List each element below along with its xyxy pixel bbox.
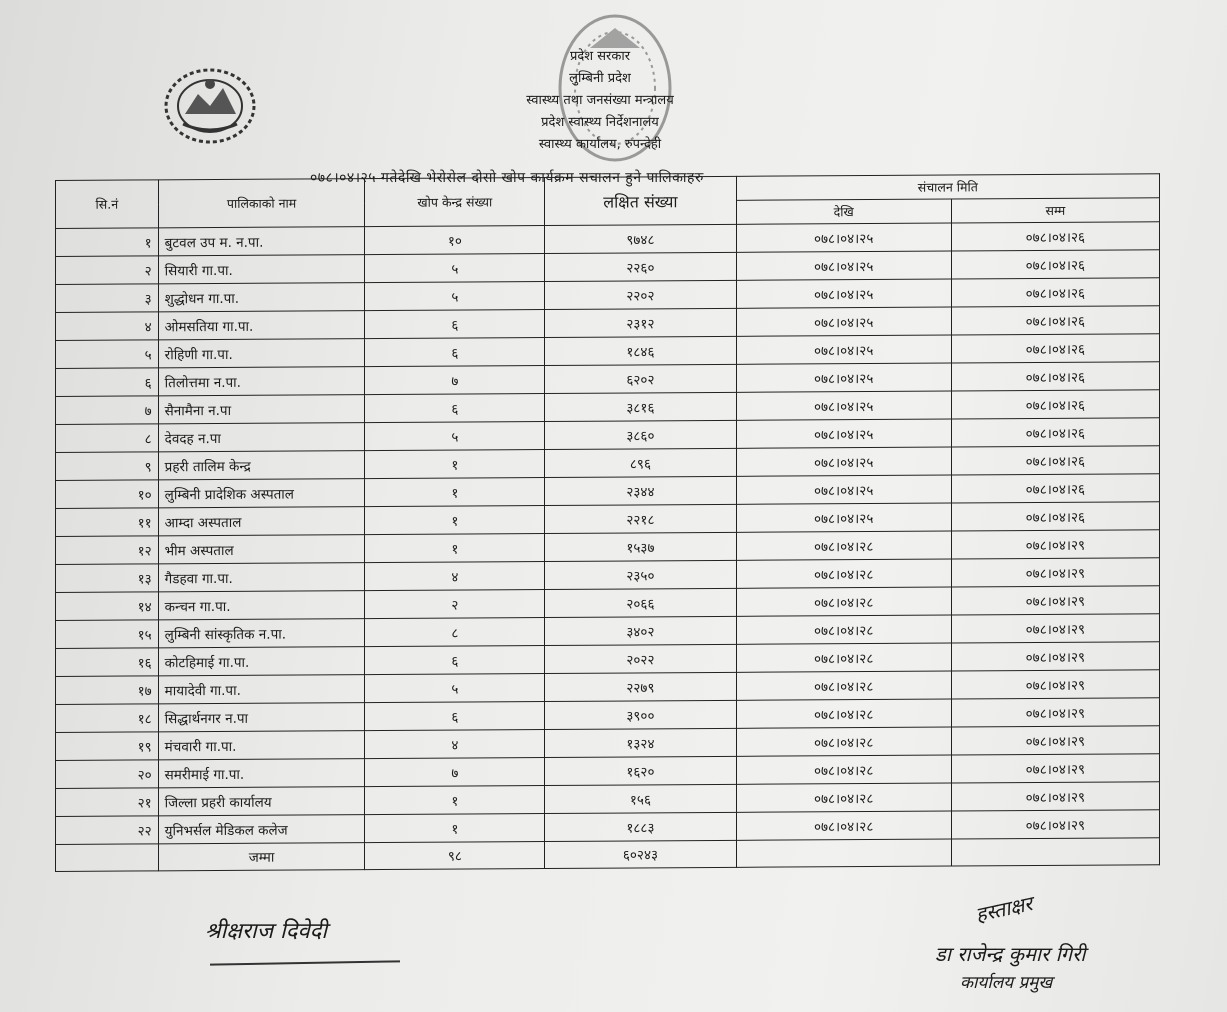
- row-to-date: ०७८।०४।२९: [951, 642, 1159, 671]
- header-sn: सि.नं: [56, 180, 159, 229]
- row-centers: ५: [365, 422, 545, 451]
- row-target: ३८१६: [545, 392, 736, 421]
- row-target: १८४६: [545, 336, 736, 365]
- row-sn: २: [56, 256, 159, 285]
- row-sn: ९: [56, 452, 159, 481]
- row-from-date: ०७८।०४।२५: [736, 419, 951, 448]
- right-signature-mark: हस्ताक्षर: [973, 891, 1035, 927]
- row-target: १५६: [545, 784, 736, 813]
- total-label: जम्मा: [158, 843, 365, 871]
- row-sn: १२: [56, 536, 159, 565]
- row-name: गैडहवा गा.पा.: [158, 563, 365, 592]
- row-centers: ४: [365, 730, 545, 759]
- row-sn: २२: [56, 816, 159, 845]
- header-line-1: प्रदेश सरकार: [569, 49, 631, 64]
- row-target: २३१२: [545, 308, 736, 337]
- row-to-date: ०७८।०४।२९: [951, 726, 1159, 755]
- row-name: भीम अस्पताल: [158, 535, 365, 564]
- row-target: ६२०२: [545, 364, 736, 393]
- row-from-date: ०७८।०४।२८: [736, 671, 951, 700]
- row-from-date: ०७८।०४।२८: [736, 699, 951, 728]
- row-name: ओमसतिया गा.पा.: [158, 311, 365, 340]
- row-name: तिलोत्तमा न.पा.: [158, 367, 365, 396]
- row-target: २२६०: [545, 252, 736, 281]
- left-signature: श्रीक्षराज दिवेदी: [205, 919, 328, 944]
- row-sn: १५: [56, 620, 159, 649]
- row-to-date: ०७८।०४।२९: [951, 754, 1159, 783]
- row-centers: ७: [365, 366, 545, 395]
- row-centers: ४: [365, 562, 545, 591]
- header-line-3: स्वास्थ्य तथा जनसंख्या मन्त्रालय: [526, 93, 674, 108]
- row-from-date: ०७८।०४।२५: [736, 475, 951, 504]
- row-to-date: ०७८।०४।२६: [951, 446, 1159, 475]
- row-target: ८९६: [545, 448, 736, 477]
- nepal-government-emblem-icon: [163, 66, 258, 146]
- row-name: प्रहरी तालिम केन्द्र: [158, 451, 365, 480]
- right-signature-title: कार्यालय प्रमुख: [960, 973, 1053, 993]
- row-to-date: ०७८।०४।२९: [951, 558, 1159, 587]
- row-name: रोहिणी गा.पा.: [158, 339, 365, 368]
- row-sn: ३: [56, 284, 159, 313]
- row-target: १५३७: [545, 532, 736, 561]
- row-name: देवदह न.पा: [158, 423, 365, 452]
- row-to-date: ०७८।०४।२९: [951, 614, 1159, 643]
- total-sn-cell: [56, 844, 159, 872]
- row-from-date: ०७८।०४।२५: [736, 391, 951, 420]
- row-centers: १: [365, 506, 545, 535]
- total-target: ६०२४३: [545, 840, 736, 868]
- row-to-date: ०७८।०४।२६: [951, 502, 1159, 531]
- row-from-date: ०७८।०४।२८: [736, 559, 951, 588]
- row-from-date: ०७८।०४।२८: [736, 587, 951, 616]
- header-name: पालिकाको नाम: [158, 179, 365, 228]
- row-centers: ८: [365, 618, 545, 647]
- row-sn: १७: [56, 676, 159, 705]
- row-sn: १६: [56, 648, 159, 677]
- row-from-date: ०७८।०४।२५: [736, 363, 951, 392]
- row-name: सिद्धार्थनगर न.पा: [158, 703, 365, 732]
- row-name: आम्दा अस्पताल: [158, 507, 365, 536]
- row-name: सैनामैना न.पा: [158, 395, 365, 424]
- row-sn: ११: [56, 508, 159, 537]
- row-target: २२७९: [545, 672, 736, 701]
- row-name: कन्चन गा.पा.: [158, 591, 365, 620]
- row-name: युनिभर्सल मेडिकल कलेज: [158, 815, 365, 844]
- row-from-date: ०७८।०४।२५: [736, 307, 951, 336]
- row-to-date: ०७८।०४।२९: [951, 698, 1159, 727]
- row-centers: १: [365, 450, 545, 479]
- row-centers: ५: [365, 282, 545, 311]
- row-from-date: ०७८।०४।२८: [736, 643, 951, 672]
- row-name: सियारी गा.पा.: [158, 255, 365, 284]
- row-from-date: ०७८।०४।२५: [736, 251, 951, 280]
- row-centers: ६: [365, 646, 545, 675]
- row-name: मंचवारी गा.पा.: [158, 731, 365, 760]
- row-centers: ६: [365, 702, 545, 731]
- row-centers: ६: [365, 394, 545, 423]
- row-name: बुटवल उप म. न.पा.: [158, 227, 365, 256]
- row-centers: ५: [365, 254, 545, 283]
- row-to-date: ०७८।०४।२९: [951, 782, 1159, 811]
- row-centers: १: [365, 786, 545, 815]
- row-name: लुम्बिनी प्रादेशिक अस्पताल: [158, 479, 365, 508]
- row-name: मायादेवी गा.पा.: [158, 675, 365, 704]
- row-centers: १०: [365, 226, 545, 255]
- row-from-date: ०७८।०४।२५: [736, 223, 951, 252]
- row-target: १८८३: [545, 812, 736, 841]
- office-header: [450, 46, 750, 156]
- document-title: ०७८।०४।२५ गतेदेखि भेरोसेल दोसो खोप कार्यक्रम सचालन हुने पालिकाहरु: [310, 170, 704, 186]
- header-to: सम्म: [951, 198, 1159, 223]
- row-centers: १: [365, 478, 545, 507]
- row-name: समरीमाई गा.पा.: [158, 759, 365, 788]
- row-sn: ८: [56, 424, 159, 453]
- total-from-cell: [736, 839, 951, 867]
- row-to-date: ०७८।०४।२९: [951, 670, 1159, 699]
- row-target: २२१८: [545, 504, 736, 533]
- row-sn: १४: [56, 592, 159, 621]
- row-target: १६२०: [545, 756, 736, 785]
- row-from-date: ०७८।०४।२८: [736, 755, 951, 784]
- row-target: २३५०: [545, 560, 736, 589]
- row-target: ३४०२: [545, 616, 736, 645]
- row-from-date: ०७८।०४।२८: [736, 811, 951, 840]
- row-from-date: ०७८।०४।२५: [736, 279, 951, 308]
- right-signature-name: डा राजेन्द्र कुमार गिरी: [935, 942, 1086, 966]
- row-sn: २१: [56, 788, 159, 817]
- header-line-5: स्वास्थ्य कार्यालय, रुपन्देही: [538, 137, 662, 152]
- row-to-date: ०७८।०४।२६: [951, 250, 1159, 279]
- vaccination-schedule-table: [55, 173, 1160, 872]
- row-target: ३९००: [545, 700, 736, 729]
- total-row: [56, 838, 1160, 872]
- row-to-date: ०७८।०४।२९: [951, 530, 1159, 559]
- row-sn: १३: [56, 564, 159, 593]
- row-to-date: ०७८।०४।२६: [951, 474, 1159, 503]
- row-centers: २: [365, 590, 545, 619]
- row-from-date: ०७८।०४।२५: [736, 335, 951, 364]
- row-to-date: ०७८।०४।२६: [951, 390, 1159, 419]
- row-to-date: ०७८।०४।२६: [951, 222, 1159, 251]
- row-target: ९७४८: [545, 224, 736, 253]
- left-signature-underline: [210, 960, 400, 965]
- row-sn: ४: [56, 312, 159, 341]
- row-target: २२०२: [545, 280, 736, 309]
- row-centers: १: [365, 814, 545, 843]
- row-from-date: ०७८।०४।२८: [736, 531, 951, 560]
- row-from-date: ०७८।०४।२८: [736, 727, 951, 756]
- row-to-date: ०७८।०४।२६: [951, 306, 1159, 335]
- header-centers: खोप केन्द्र संख्या: [365, 178, 545, 227]
- row-to-date: ०७८।०४।२६: [951, 278, 1159, 307]
- header-line-2: लुम्बिनी प्रदेश: [569, 71, 631, 86]
- row-centers: १: [365, 534, 545, 563]
- row-centers: ६: [365, 338, 545, 367]
- row-target: २०६६: [545, 588, 736, 617]
- row-target: २३४४: [545, 476, 736, 505]
- header-line-4: प्रदेश स्वास्थ्य निर्देशनालय: [541, 115, 659, 130]
- row-to-date: ०७८।०४।२६: [951, 418, 1159, 447]
- row-from-date: ०७८।०४।२८: [736, 783, 951, 812]
- row-name: कोटहिमाई गा.पा.: [158, 647, 365, 676]
- row-from-date: ०७८।०४।२५: [736, 503, 951, 532]
- row-sn: ५: [56, 340, 159, 369]
- row-target: ३८६०: [545, 420, 736, 449]
- header-date-group: संचालन मिति: [736, 174, 1159, 201]
- table-body: [56, 222, 1160, 845]
- row-sn: १९: [56, 732, 159, 761]
- row-sn: १०: [56, 480, 159, 509]
- row-sn: ७: [56, 396, 159, 425]
- row-to-date: ०७८।०४।२६: [951, 362, 1159, 391]
- row-sn: २०: [56, 760, 159, 789]
- row-name: जिल्ला प्रहरी कार्यालय: [158, 787, 365, 816]
- row-sn: १८: [56, 704, 159, 733]
- row-centers: ६: [365, 310, 545, 339]
- row-name: लुम्बिनी सांस्कृतिक न.पा.: [158, 619, 365, 648]
- row-sn: ६: [56, 368, 159, 397]
- total-to-cell: [951, 838, 1159, 866]
- row-centers: ५: [365, 674, 545, 703]
- row-from-date: ०७८।०४।२५: [736, 447, 951, 476]
- header-from: देखि: [736, 199, 951, 224]
- header-target: लक्षित संख्या: [545, 176, 736, 225]
- row-sn: १: [56, 228, 159, 257]
- row-to-date: ०७८।०४।२९: [951, 810, 1159, 839]
- row-from-date: ०७८।०४।२८: [736, 615, 951, 644]
- row-centers: ७: [365, 758, 545, 787]
- row-target: २०२२: [545, 644, 736, 673]
- total-centers: ९८: [365, 842, 545, 870]
- row-target: १३२४: [545, 728, 736, 757]
- row-to-date: ०७८।०४।२६: [951, 334, 1159, 363]
- row-to-date: ०७८।०४।२९: [951, 586, 1159, 615]
- row-name: शुद्धोधन गा.पा.: [158, 283, 365, 312]
